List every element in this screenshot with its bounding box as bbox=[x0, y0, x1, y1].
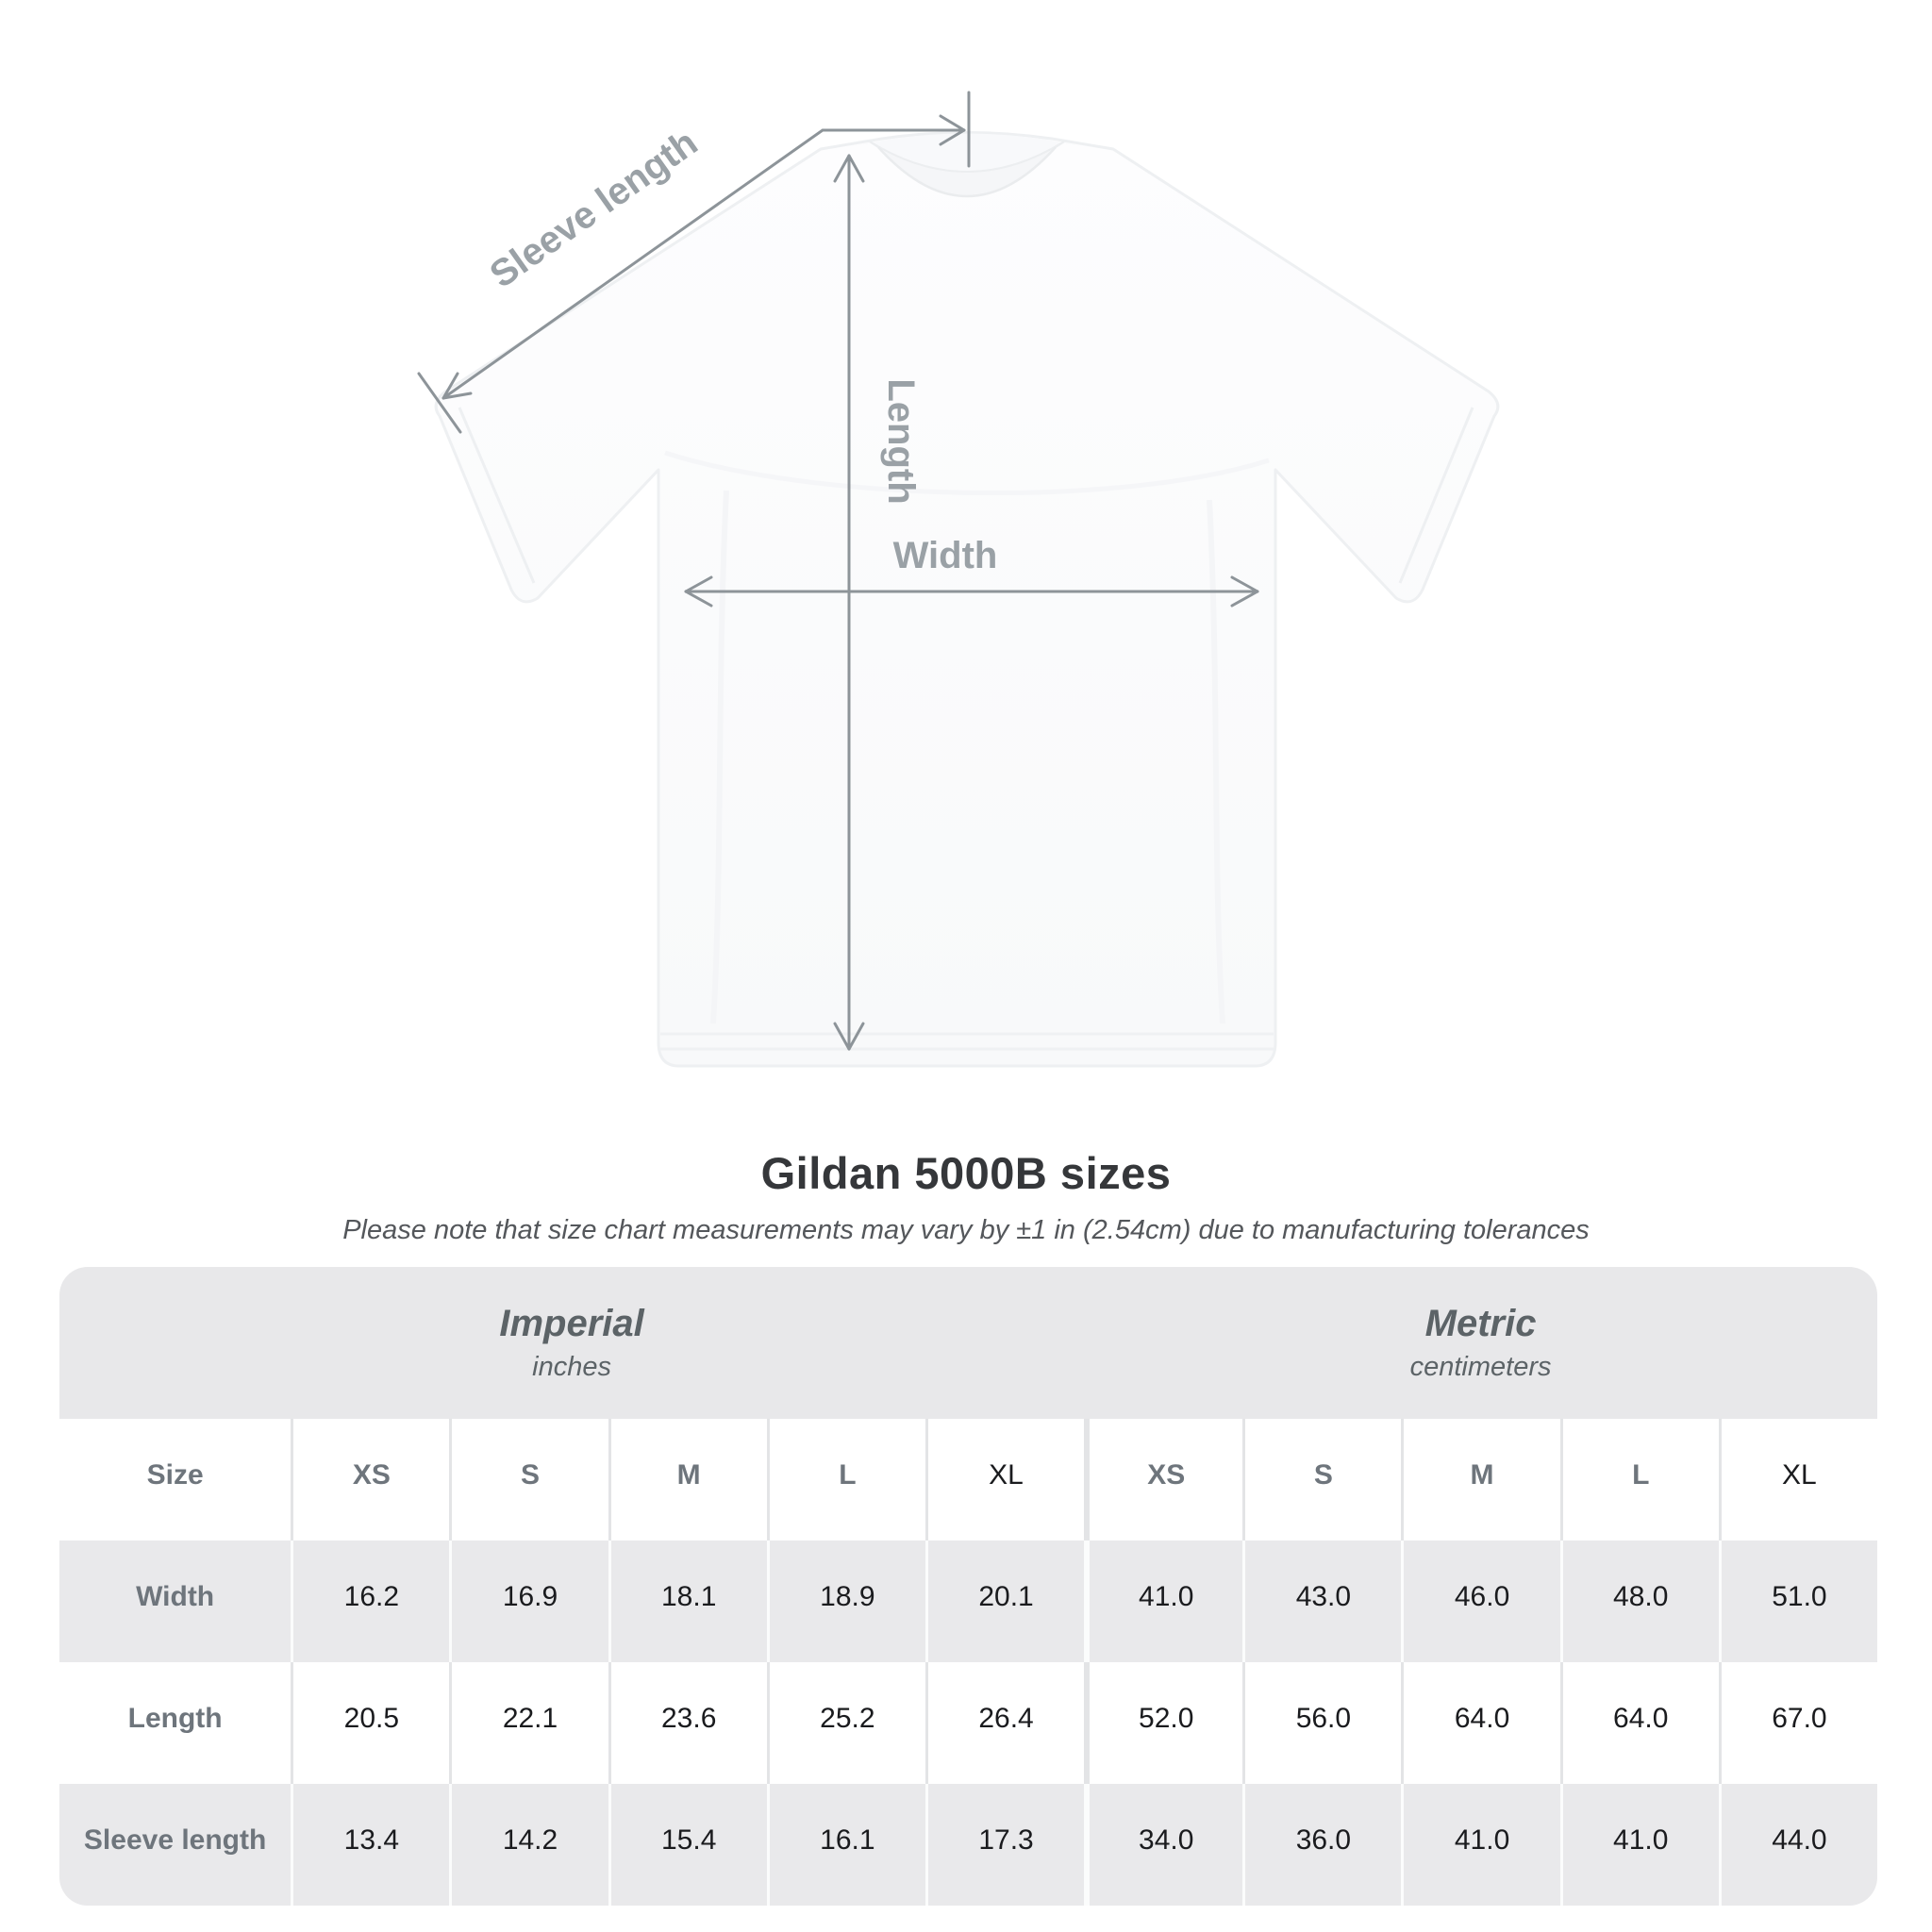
sleeve-imperial-xl: 17.3 bbox=[925, 1784, 1084, 1906]
length-imperial-s: 22.1 bbox=[449, 1662, 608, 1784]
sleeve-metric-xs: 34.0 bbox=[1084, 1784, 1242, 1906]
width-imperial-xs: 16.2 bbox=[291, 1541, 449, 1662]
imperial-header bbox=[59, 1267, 1084, 1419]
width-metric-m: 46.0 bbox=[1401, 1541, 1559, 1662]
sleeve-metric-l: 41.0 bbox=[1560, 1784, 1719, 1906]
row-label: Width bbox=[136, 1580, 215, 1612]
metric-size-l: L bbox=[1560, 1419, 1719, 1541]
width-imperial-m: 18.1 bbox=[608, 1541, 767, 1662]
sleeve-imperial-l: 16.1 bbox=[767, 1784, 925, 1906]
length-imperial-l: 25.2 bbox=[767, 1662, 925, 1784]
table-header-row bbox=[59, 1419, 1877, 1541]
tshirt-body bbox=[436, 133, 1498, 1067]
sleeve-imperial-m: 15.4 bbox=[608, 1784, 767, 1906]
length-label: Length bbox=[880, 378, 922, 505]
metric-size-m: M bbox=[1401, 1419, 1559, 1541]
sleeve-imperial-s: 14.2 bbox=[449, 1784, 608, 1906]
tshirt-image bbox=[436, 133, 1498, 1067]
width-label: Width bbox=[892, 535, 998, 576]
metric-size-xs: XS bbox=[1084, 1419, 1242, 1541]
length-metric-m: 64.0 bbox=[1401, 1662, 1559, 1784]
width-metric-l: 48.0 bbox=[1560, 1541, 1719, 1662]
metric-unit: centimeters bbox=[1409, 1352, 1552, 1382]
sleeve-metric-s: 36.0 bbox=[1242, 1784, 1401, 1906]
imperial-size-m: M bbox=[608, 1419, 767, 1541]
length-metric-xl: 67.0 bbox=[1719, 1662, 1877, 1784]
metric-size-s: S bbox=[1242, 1419, 1401, 1541]
unit-header-band bbox=[59, 1267, 1877, 1419]
table-row-sleeve-length bbox=[59, 1784, 1877, 1906]
length-metric-l: 64.0 bbox=[1560, 1662, 1719, 1784]
width-metric-s: 43.0 bbox=[1242, 1541, 1401, 1662]
table-row-width bbox=[59, 1541, 1877, 1662]
imperial-unit: inches bbox=[532, 1352, 611, 1382]
length-metric-s: 56.0 bbox=[1242, 1662, 1401, 1784]
length-imperial-xs: 20.5 bbox=[291, 1662, 449, 1784]
metric-header bbox=[1084, 1267, 1877, 1419]
table-row-length bbox=[59, 1662, 1877, 1784]
width-metric-xl: 51.0 bbox=[1719, 1541, 1877, 1662]
metric-label: Metric bbox=[1424, 1303, 1537, 1344]
row-label: Sleeve length bbox=[83, 1824, 267, 1856]
imperial-size-xs: XS bbox=[291, 1419, 449, 1541]
metric-size-xl: XL bbox=[1719, 1419, 1877, 1541]
tolerance-note: Please note that size chart measurements may vary by ±1 in (2.54cm) due to manufacturing tolerances bbox=[342, 1215, 1590, 1245]
sleeve-metric-xl: 44.0 bbox=[1719, 1784, 1877, 1906]
sleeve-metric-m: 41.0 bbox=[1401, 1784, 1559, 1906]
size-column-header: Size bbox=[146, 1458, 204, 1491]
imperial-size-s: S bbox=[449, 1419, 608, 1541]
page-title: Gildan 5000B sizes bbox=[760, 1148, 1172, 1198]
size-table bbox=[59, 1267, 1877, 1906]
imperial-size-xl: XL bbox=[925, 1419, 1084, 1541]
length-imperial-xl: 26.4 bbox=[925, 1662, 1084, 1784]
width-imperial-l: 18.9 bbox=[767, 1541, 925, 1662]
sleeve-length-label: Sleeve length bbox=[482, 121, 706, 296]
imperial-size-l: L bbox=[767, 1419, 925, 1541]
length-imperial-m: 23.6 bbox=[608, 1662, 767, 1784]
width-imperial-xl: 20.1 bbox=[925, 1541, 1084, 1662]
width-metric-xs: 41.0 bbox=[1084, 1541, 1242, 1662]
imperial-label: Imperial bbox=[499, 1303, 644, 1344]
width-imperial-s: 16.9 bbox=[449, 1541, 608, 1662]
length-metric-xs: 52.0 bbox=[1084, 1662, 1242, 1784]
sleeve-imperial-xs: 13.4 bbox=[291, 1784, 449, 1906]
row-label: Length bbox=[127, 1702, 223, 1734]
